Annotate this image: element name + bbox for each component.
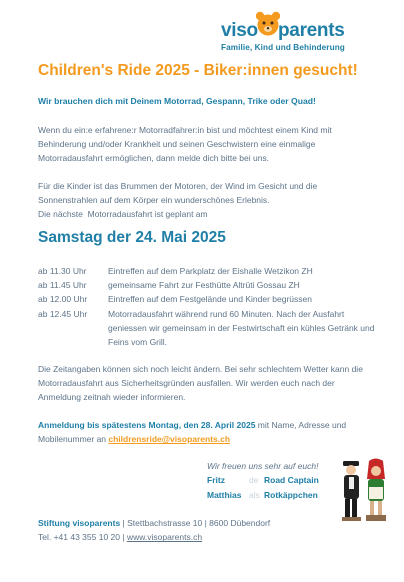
registration-paragraph	[38, 418, 378, 446]
intro-paragraph-2	[38, 179, 374, 222]
intro-text-2: Für die Kinder ist das Brummen der Motoren, der Wind im Gesicht und die Sonnenstrahlen auf dem Körper ein wunderschönes Erlebnis.	[38, 181, 318, 206]
closing	[207, 459, 347, 502]
note-paragraph: Die Zeitangaben können sich noch leicht ändern. Bei sehr schlechtem Wetter kann die Motorradausfahrt aus Sicherheitsgründen ausfallen. Wir werden euch nach der Anmeldung zeitnah wieder informieren.	[38, 364, 363, 403]
schedule-time: ab 12.45 Uhr	[38, 308, 88, 319]
closing-greeting: Wir freuen uns sehr auf euch!	[207, 461, 319, 471]
schedule-row	[38, 292, 378, 306]
schedule-row	[38, 264, 378, 278]
page-title: Children's Ride 2025 - Biker:innen gesucht!	[38, 62, 358, 79]
signer-role: Rotkäppchen	[264, 489, 318, 500]
registration-text: mit Name, Adresse und Mobilenummer an	[38, 420, 347, 445]
footer-contact-line	[38, 530, 378, 544]
signer-connector: de	[249, 475, 259, 486]
schedule-time: ab 11.45 Uhr	[38, 280, 87, 291]
signer-name: Fritz	[207, 475, 225, 486]
lead-text: Wir brauchen dich mit Deinem Motorrad, Gespann, Trike oder Quad!	[38, 96, 316, 106]
schedule-time: ab 12.00 Uhr	[38, 294, 88, 305]
schedule-text: Eintreffen auf dem Parkplatz der Eishalle Wetzikon ZH	[108, 266, 313, 276]
signer-connector: als	[249, 489, 260, 500]
footer-address-line	[38, 516, 378, 530]
footer-website-link[interactable]: www.visoparents.ch	[126, 532, 203, 543]
intro-paragraph-1: Wenn du ein:e erfahrene:r Motorradfahrer:in bist und möchtest einem Kind mit Behinderung und/oder Krankheit und seinen Geschwistern eine einmalige Motorradausfahrt ermöglichen, dann melde dich bitte bei uns.	[38, 125, 332, 164]
intro-text-3: Die nächste Motorradausfahrt ist geplant am	[38, 209, 208, 220]
mascot-figures-image	[341, 457, 387, 523]
signer-row	[207, 473, 347, 487]
schedule-time: ab 11.30 Uhr	[38, 266, 87, 276]
signer-row	[207, 488, 347, 502]
schedule	[38, 264, 378, 349]
footer-org: Stiftung visoparents	[38, 518, 121, 528]
registration-deadline: Anmeldung bis spätestens Montag, den 28. April 2025	[38, 420, 256, 430]
schedule-text: Eintreffen auf dem Festgelände und Kinder begrüssen	[108, 294, 312, 305]
visoparents-logo	[221, 10, 371, 54]
logo-word-left: viso	[221, 20, 258, 41]
signer-role: Road Captain	[264, 475, 319, 486]
schedule-text: Motorradausfahrt während rund 60 Minuten. Nach der Ausfahrt geniessen wir gemeinsam in der Festwirtschaft ein kühles Getränk und Feins vom Grill.	[108, 308, 375, 348]
footer	[38, 516, 378, 545]
logo-word-right: parents	[278, 20, 345, 41]
footer-address: | Stettbachstrasse 10 | 8600 Dübendorf	[120, 518, 271, 528]
schedule-row	[38, 278, 378, 292]
footer-phone: Tel. +41 43 355 10 20 |	[38, 532, 127, 543]
schedule-text: gemeinsame Fahrt zur Festhütte Altrüti Gossau ZH	[108, 280, 300, 291]
registration-email-link[interactable]: childrensride@visoparents.ch	[108, 434, 231, 445]
logo-tagline: Familie, Kind und Behinderung	[221, 43, 345, 52]
signer-name: Matthias	[207, 489, 242, 500]
schedule-row	[38, 307, 378, 350]
event-date: Samstag der 24. Mai 2025	[38, 229, 226, 246]
